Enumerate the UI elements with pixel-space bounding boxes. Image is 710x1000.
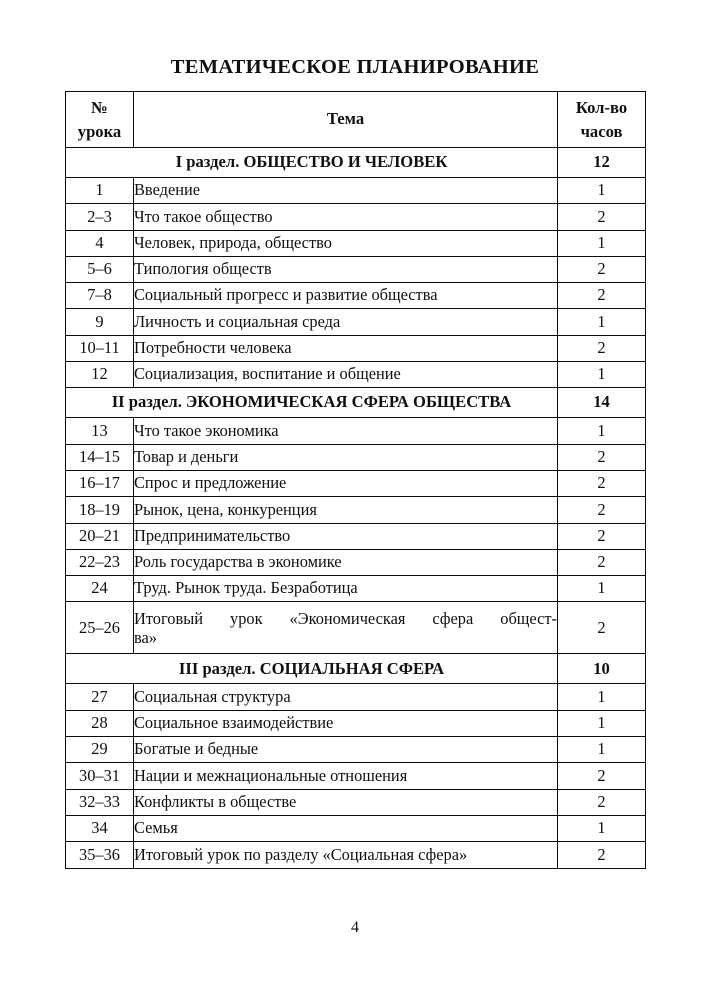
cell-theme: Потребности человека [134, 335, 558, 361]
cell-theme: Социальное взаимодействие [134, 710, 558, 736]
cell-theme: Рынок, цена, конкуренция [134, 497, 558, 523]
cell-lesson-number: 2–3 [66, 204, 134, 230]
cell-hours: 1 [558, 576, 646, 602]
cell-lesson-number: 12 [66, 362, 134, 388]
table-row [66, 549, 646, 575]
cell-lesson-number: 1 [66, 178, 134, 204]
cell-hours: 2 [558, 549, 646, 575]
cell-lesson-number: 10–11 [66, 335, 134, 361]
cell-theme: Что такое экономика [134, 418, 558, 444]
header-lesson-number-line1: № [91, 97, 108, 117]
table-row [66, 576, 646, 602]
cell-lesson-number: 16–17 [66, 470, 134, 496]
cell-hours: 2 [558, 763, 646, 789]
cell-hours: 2 [558, 602, 646, 654]
cell-lesson-number: 22–23 [66, 549, 134, 575]
cell-lesson-number: 24 [66, 576, 134, 602]
table-row [66, 418, 646, 444]
header-hours-line1: Кол-во [575, 97, 628, 117]
section-hours: 10 [558, 654, 646, 684]
cell-hours: 2 [558, 523, 646, 549]
thematic-planning-table [65, 91, 646, 869]
table-row [66, 256, 646, 282]
cell-theme: Социализация, воспитание и общение [134, 362, 558, 388]
cell-hours: 2 [558, 335, 646, 361]
table-row [66, 444, 646, 470]
table-row [66, 204, 646, 230]
section-header-row [66, 148, 646, 178]
cell-hours: 1 [558, 737, 646, 763]
section-title: I раздел. ОБЩЕСТВО И ЧЕЛОВЕК [66, 148, 558, 178]
cell-lesson-number: 14–15 [66, 444, 134, 470]
cell-lesson-number: 32–33 [66, 789, 134, 815]
cell-theme: Личность и социальная среда [134, 309, 558, 335]
cell-hours: 1 [558, 710, 646, 736]
cell-theme: Введение [134, 178, 558, 204]
section-header-row [66, 654, 646, 684]
cell-lesson-number: 35–36 [66, 842, 134, 868]
table-row [66, 523, 646, 549]
cell-theme: Конфликты в обществе [134, 789, 558, 815]
cell-hours: 1 [558, 684, 646, 710]
cell-hours: 2 [558, 842, 646, 868]
cell-lesson-number: 28 [66, 710, 134, 736]
section-hours: 12 [558, 148, 646, 178]
table-body [66, 92, 646, 869]
cell-hours: 1 [558, 815, 646, 841]
cell-lesson-number: 20–21 [66, 523, 134, 549]
cell-hours: 2 [558, 204, 646, 230]
cell-lesson-number: 18–19 [66, 497, 134, 523]
table-row [66, 470, 646, 496]
table-row [66, 283, 646, 309]
cell-hours: 1 [558, 178, 646, 204]
cell-theme: Итоговый урок по разделу «Социальная сфера» [134, 842, 558, 868]
cell-hours: 1 [558, 230, 646, 256]
cell-lesson-number: 27 [66, 684, 134, 710]
cell-theme: Что такое общество [134, 204, 558, 230]
cell-hours: 1 [558, 309, 646, 335]
cell-lesson-number: 5–6 [66, 256, 134, 282]
cell-theme [134, 602, 558, 654]
table-row [66, 178, 646, 204]
cell-theme: Труд. Рынок труда. Безработица [134, 576, 558, 602]
header-lesson-number-line2: урока [77, 121, 122, 141]
cell-hours: 2 [558, 497, 646, 523]
cell-theme: Спрос и предложение [134, 470, 558, 496]
cell-hours: 2 [558, 283, 646, 309]
table-header-row [66, 92, 646, 148]
cell-theme: Социальный прогресс и развитие общества [134, 283, 558, 309]
cell-hours: 2 [558, 789, 646, 815]
cell-theme-line1: Итоговый урок «Экономическая сфера общест- [134, 608, 557, 628]
header-cell-hours [558, 92, 646, 148]
cell-hours: 2 [558, 256, 646, 282]
cell-theme: Роль государства в экономике [134, 549, 558, 575]
header-hours-line2: часов [580, 121, 623, 141]
table-row [66, 309, 646, 335]
cell-theme: Человек, природа, общество [134, 230, 558, 256]
cell-theme: Нации и межнациональные отношения [134, 763, 558, 789]
cell-theme: Социальная структура [134, 684, 558, 710]
table-row [66, 815, 646, 841]
cell-theme: Товар и деньги [134, 444, 558, 470]
cell-lesson-number: 13 [66, 418, 134, 444]
section-header-row [66, 388, 646, 418]
cell-lesson-number: 29 [66, 737, 134, 763]
section-title: II раздел. ЭКОНОМИЧЕСКАЯ СФЕРА ОБЩЕСТВА [66, 388, 558, 418]
cell-lesson-number: 25–26 [66, 602, 134, 654]
page-number: 4 [351, 919, 359, 936]
cell-theme: Предпринимательство [134, 523, 558, 549]
cell-hours: 1 [558, 418, 646, 444]
table-row [66, 602, 646, 654]
section-title: III раздел. СОЦИАЛЬНАЯ СФЕРА [66, 654, 558, 684]
table-row [66, 230, 646, 256]
cell-hours: 2 [558, 470, 646, 496]
cell-lesson-number: 7–8 [66, 283, 134, 309]
table-row [66, 684, 646, 710]
table-row [66, 842, 646, 868]
table-row [66, 789, 646, 815]
cell-theme-line2: ва» [134, 627, 157, 647]
cell-lesson-number: 30–31 [66, 763, 134, 789]
table-row [66, 737, 646, 763]
table-row [66, 497, 646, 523]
header-cell-lesson-number [66, 92, 134, 148]
cell-lesson-number: 34 [66, 815, 134, 841]
cell-lesson-number: 9 [66, 309, 134, 335]
table-row [66, 710, 646, 736]
page-title: ТЕМАТИЧЕСКОЕ ПЛАНИРОВАНИЕ [170, 56, 540, 78]
cell-theme: Типология обществ [134, 256, 558, 282]
cell-theme: Семья [134, 815, 558, 841]
header-cell-theme: Тема [134, 92, 558, 148]
table-row [66, 362, 646, 388]
cell-hours: 2 [558, 444, 646, 470]
table-row [66, 763, 646, 789]
cell-hours: 1 [558, 362, 646, 388]
section-hours: 14 [558, 388, 646, 418]
cell-lesson-number: 4 [66, 230, 134, 256]
cell-theme: Богатые и бедные [134, 737, 558, 763]
table-row [66, 335, 646, 361]
